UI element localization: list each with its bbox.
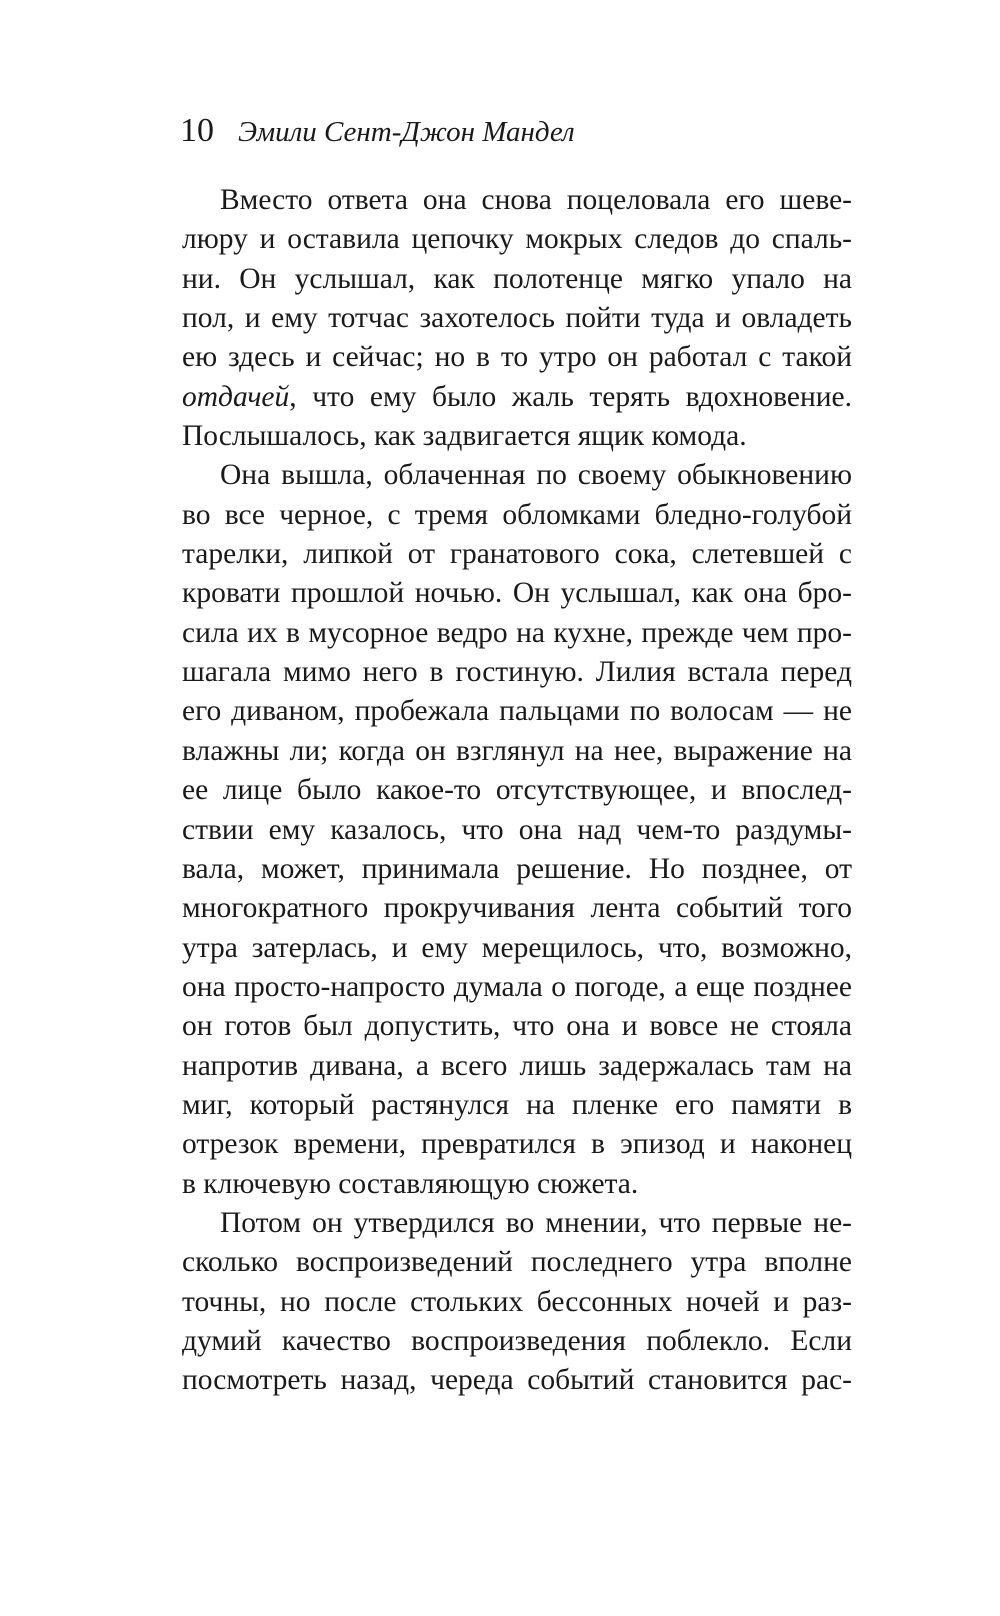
text-line: многократного прокручивания лента событий того — [182, 892, 852, 925]
running-head — [180, 112, 575, 156]
text-line: утра затерлась, и ему мерещилось, что, возможно, — [182, 931, 852, 964]
text-line: шагала мимо него в гостиную. Лилия встала перед — [182, 656, 852, 689]
body-text — [182, 181, 852, 1401]
text-line: Потом он утвердился во мнении, что первые не- — [220, 1206, 852, 1239]
text-line: ее лице было какое-то отсутствующее, и впослед- — [182, 774, 852, 807]
text-line: ствии ему казалось, что она над чем-то раздумы- — [182, 813, 852, 846]
text-line-rest: , что ему было жаль терять вдохновение. — [289, 380, 852, 413]
text-line: напротив дивана, а всего лишь задержалась там на — [182, 1049, 852, 1082]
text-line: думий качество воспроизведения поблекло. Если — [182, 1324, 852, 1357]
text-line: люру и оставила цепочку мокрых следов до спаль- — [182, 223, 852, 256]
text-line: сила их в мусорное ведро на кухне, прежде чем про- — [182, 616, 852, 649]
text-line: кровати прошлой ночью. Он услышал, как она бро- — [182, 577, 852, 610]
text-line: во все черное, с тремя обломками бледно-голубой — [182, 498, 852, 531]
text-line: сколько воспроизведений последнего утра вполне — [182, 1246, 852, 1279]
text-line: влажны ли; когда он взглянул на нее, выражение на — [182, 734, 852, 767]
text-line: его диваном, пробежала пальцами по волосам — не — [182, 695, 852, 728]
text-line: Вместо ответа она снова поцеловала его шеве- — [220, 184, 852, 216]
page-number: 10 — [180, 112, 214, 149]
text-line: посмотреть назад, череда событий становится рас- — [182, 1364, 852, 1397]
running-title: Эмили Сент-Джон Мандел — [238, 116, 575, 148]
text-line: вала, может, принимала решение. Но позднее, от — [182, 852, 852, 885]
text-line: Она вышла, облаченная по своему обыкновению — [220, 459, 852, 492]
text-line: ни. Он услышал, как полотенце мягко упало на — [182, 262, 852, 295]
text-line: отрезок времени, превратился в эпизод и наконец — [182, 1128, 852, 1161]
text-line: миг, который растянулся на пленке его памяти в — [182, 1088, 852, 1121]
text-line: тарелки, липкой от гранатового сока, слетевшей с — [182, 538, 852, 571]
text-line: пол, и ему тотчас захотелось пойти туда и овладеть — [182, 302, 852, 335]
text-line: он готов был допустить, что она и вовсе не стояла — [182, 1010, 852, 1043]
text-line — [182, 378, 852, 417]
text-line: точны, но после стольких бессонных ночей и раз- — [182, 1285, 852, 1318]
text-line: в ключевую составляющую сюжета. — [182, 1167, 639, 1200]
text-line: Послышалось, как задвигается ящик комода. — [182, 420, 747, 453]
text-line: ею здесь и сейчас; но в то утро он работал с такой — [182, 341, 852, 374]
emphasis-word: отдачей — [182, 380, 290, 413]
text-line: она просто-напросто думала о погоде, а еще позднее — [182, 970, 852, 1003]
